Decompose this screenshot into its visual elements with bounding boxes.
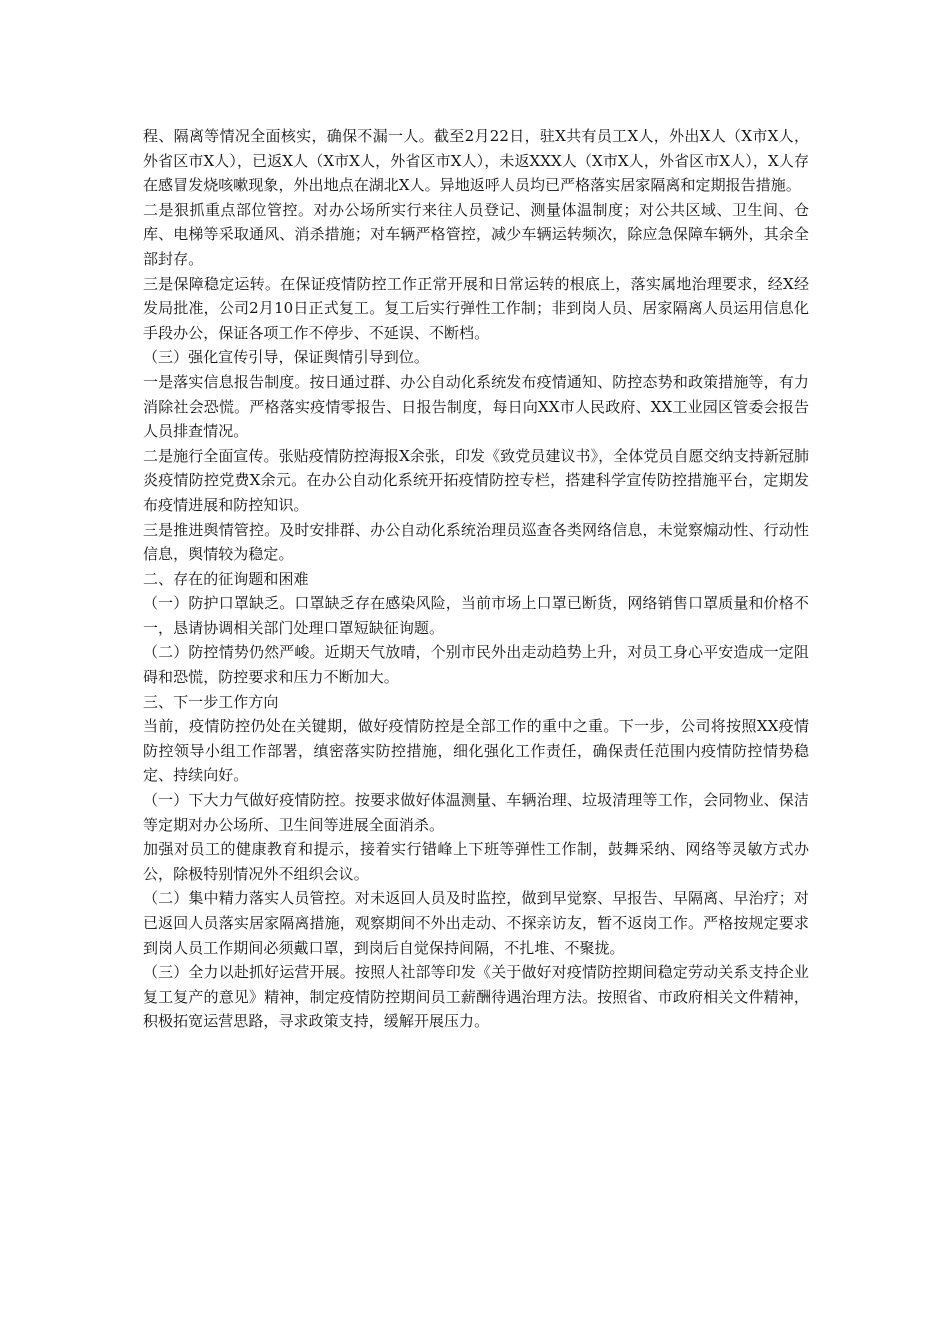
paragraph-mask-shortage: （一）防护口罩缺乏。口罩缺乏存在感染风险，当前市场上口罩已断货，网络销售口罩质量和价格不一，恳请协调相关部门处理口罩短缺征询题。 [143,594,809,637]
paragraph-staff-verification: 程、隔离等情况全面核实，确保不漏一人。截至2月22日，驻X共有员工X人，外出X人（X市X人，外省区市X人），已返X人（X市X人，外省区市X人），未返XXX人（X市X人，外省区市X人），X人存在感冒发烧咳嗽现象，外出地点在湖北X人。异地返呼人员均已严格落实居家隔离和定期报告措施。 [143,127,809,195]
document-body [143,124,809,1034]
paragraph-stable-operation: 三是保障稳定运转。在保证疫情防控工作正常开展和日常运转的根底上，落实属地治理要求，经X经发局批准，公司2月10日正式复工。复工后实行弹性工作制；非到岗人员、居家隔离人员运用信息化手段办公，保证各项工作不停步、不延误、不断档。 [143,274,809,342]
paragraph-full-publicity: 二是施行全面宣传。张贴疫情防控海报X余张，印发《致党员建议书》，全体党员自愿交纳支持新冠肺炎疫情防控党费X余元。在办公自动化系统开拓疫情防控专栏，搭建科学宣传防控措施平台，定期发布疫情进展和防控知识。 [143,446,809,514]
paragraph-info-reporting: 一是落实信息报告制度。按日通过群、办公自动化系统发布疫情通知、防控态势和政策措施等，有力消除社会恐慌。严格落实疫情零报告、日报告制度，每日向XX市人民政府、XX工业园区管委会报告人员排查情况。 [143,372,809,441]
section-heading-problems: 二、存在的征询题和困难 [143,569,309,588]
section-heading-next-steps: 三、下一步工作方向 [143,692,279,711]
paragraph-personnel-control: （二）集中精力落实人员管控。对未返回人员及时监控，做到早觉察、早报告、早隔离、早治疗；对已返回人员落实居家隔离措施，观察期间不外出走动、不探亲访友，暂不返岗工作。严格按规定要求到岗人员工作期间必须戴口罩，到岗后自觉保持间隔，不扎堆、不聚拢。 [143,889,809,957]
paragraph-key-area-control: 二是狠抓重点部位管控。对办公场所实行来往人员登记、测量体温制度；对公共区域、卫生间、仓库、电梯等采取通风、消杀措施；对车辆严格管控，减少车辆运转频次，除应急保障车辆外，其余全部封存。 [143,200,809,268]
paragraph-current-situation: 当前，疫情防控仍处在关键期，做好疫情防控是全部工作的重中之重。下一步，公司将按照XX疫情防控领导小组工作部署，缜密落实防控措施，细化强化工作责任，确保责任范围内疫情防控情势稳定、持续向好。 [143,717,809,785]
paragraph-operations: （三）全力以赴抓好运营开展。按照人社部等印发《关于做好对疫情防控期间稳定劳动关系支持企业复工复产的意见》精神，制定疫情防控期间员工薪酬待遇治理方法。按照省、市政府相关文件精神，积极拓宽运营思路，寻求政策支持，缓解开展压力。 [143,963,809,1031]
paragraph-severe-situation: （二）防控情势仍然严峻。近期天气放晴，个别市民外出走动趋势上升，对员工身心平安造成一定阻碍和恐慌，防控要求和压力不断加大。 [143,643,809,687]
paragraph-health-education: 加强对员工的健康教育和提示，接着实行错峰上下班等弹性工作制，鼓舞采纳、网络等灵敏方式办公，除极特别情况外不组织会议。 [143,840,809,883]
paragraph-opinion-control: 三是推进舆情管控。及时安排群、办公自动化系统治理员巡查各类网络信息，未觉察煽动性、行动性信息，舆情较为稳定。 [143,520,809,564]
section-heading-publicity: （三）强化宣传引导，保证舆情引导到位。 [143,348,429,367]
paragraph-prevention-efforts: （一）下大力气做好疫情防控。按要求做好体温测量、车辆治理、垃圾清理等工作，会同物业、保洁等定期对办公场所、卫生间等进展全面消杀。 [143,791,809,834]
